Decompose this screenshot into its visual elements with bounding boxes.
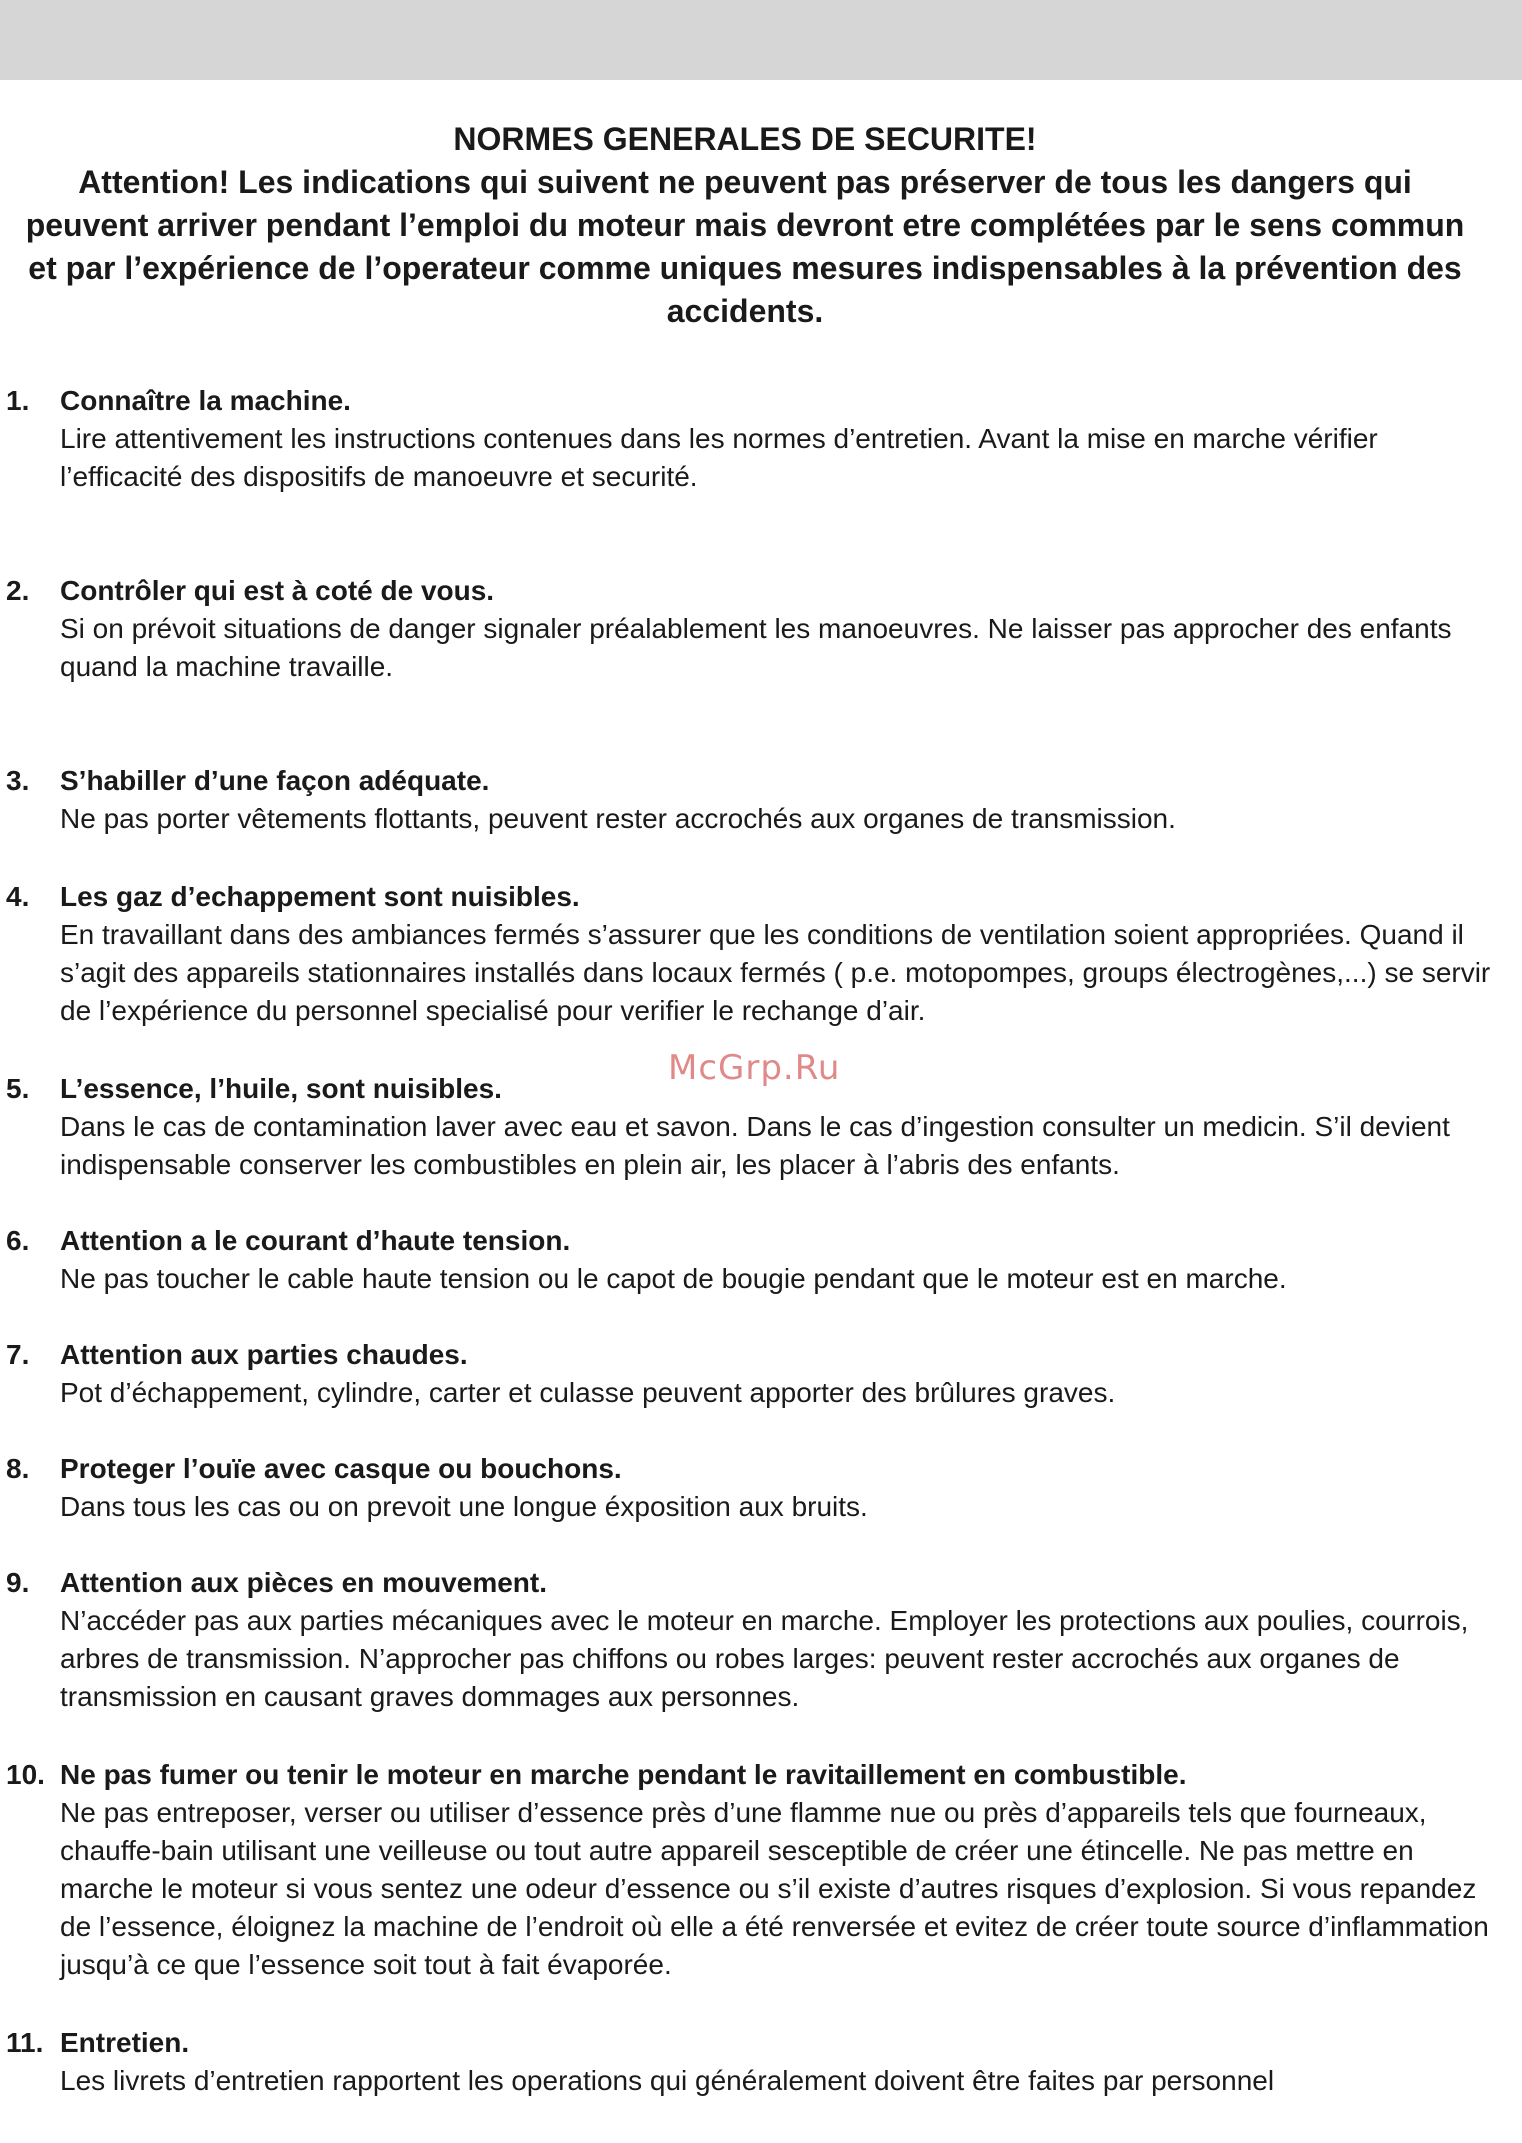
rule-number: 6. — [6, 1225, 30, 1256]
rule-text: Ne pas porter vêtements flottants, peuvent rester accrochés aux organes de transmission. — [60, 803, 1176, 834]
rule-text: Ne pas entreposer, verser ou utiliser d’essence près d’une flamme nue ou près d’appareils tels que fourneaux, chauffe-bain utilisant une veilleuse ou tout autre appareil sesceptible de créer une étincelle. Ne pas mettre en marche le moteur si vous sentez une odeur d’essence ou s’il existe d’autres risques d’explosion. Si vous repandez de l’essence, éloignez la machine de l’endroit où elle a été renversée et evitez de créer toute source d’inflammation jusqu’à ce que l’essence soit tout à fait évaporée. — [60, 1797, 1489, 1980]
rule-number: 4. — [6, 881, 30, 912]
rule-item — [0, 2024, 1500, 2100]
rule-item — [0, 1450, 1500, 1526]
rule-number: 7. — [6, 1339, 30, 1370]
top-gray-band — [0, 0, 1522, 80]
warning-paragraph: Attention! Les indications qui suivent ne peuvent pas préserver de tous les dangers qui peuvent arriver pendant l’emploi du moteur mais devront etre complétées par le sens commun et par l’expérience de l’operateur comme uniques mesures indispensables à la prévention des accidents. — [25, 164, 1465, 329]
rule-title: Ne pas fumer ou tenir le moteur en marche pendant le ravitaillement en combustible. — [60, 1759, 1187, 1790]
rule-number: 5. — [6, 1073, 30, 1104]
rule-text: Si on prévoit situations de danger signaler préalablement les manoeuvres. Ne laisser pas approcher des enfants quand la machine travaille. — [60, 613, 1452, 682]
rule-item — [0, 878, 1500, 1030]
page-title: NORMES GENERALES DE SECURITE! — [453, 121, 1037, 157]
rule-number: 9. — [6, 1567, 30, 1598]
rule-number: 3. — [6, 765, 30, 796]
rule-title: Proteger l’ouïe avec casque ou bouchons. — [60, 1453, 622, 1484]
page-heading — [0, 118, 1490, 333]
rule-text: Pot d’échappement, cylindre, carter et culasse peuvent apporter des brûlures graves. — [60, 1377, 1116, 1408]
rule-text: Dans tous les cas ou on prevoit une longue éxposition aux bruits. — [60, 1491, 868, 1522]
rule-text: En travaillant dans des ambiances fermés s’assurer que les conditions de ventilation soient appropriées. Quand il s’agit des appareils stationnaires installés dans locaux fermés ( p.e. motopompes, groups électrogènes,...) se servir de l’expérience du personnel specialisé pour verifier le rechange d’air. — [60, 919, 1491, 1026]
rule-number: 2. — [6, 575, 30, 606]
rule-title: Contrôler qui est à coté de vous. — [60, 575, 495, 606]
rule-title: Les gaz d’echappement sont nuisibles. — [60, 881, 580, 912]
rule-number: 1. — [6, 385, 30, 416]
rule-text: Dans le cas de contamination laver avec eau et savon. Dans le cas d’ingestion consulter un medicin. S’il devient indispensable conserver les combustibles en plein air, les placer à l’abris des enfants. — [60, 1111, 1450, 1180]
watermark-text: McGrp.Ru — [668, 1048, 841, 1088]
rule-item — [0, 382, 1500, 496]
rule-title: Attention aux parties chaudes. — [60, 1339, 468, 1370]
rule-text: Ne pas toucher le cable haute tension ou le capot de bougie pendant que le moteur est en marche. — [60, 1263, 1287, 1294]
rule-item — [0, 1564, 1500, 1716]
rule-item — [0, 762, 1500, 838]
rule-title: L’essence, l’huile, sont nuisibles. — [60, 1073, 502, 1104]
rule-text: Les livrets d’entretien rapportent les operations qui généralement doivent être faites par personnel — [60, 2065, 1275, 2096]
rule-item — [0, 1336, 1500, 1412]
rule-title: Connaître la machine. — [60, 385, 351, 416]
rule-number: 8. — [6, 1453, 30, 1484]
rule-title: Attention a le courant d’haute tension. — [60, 1225, 571, 1256]
rule-text: N’accéder pas aux parties mécaniques avec le moteur en marche. Employer les protections aux poulies, courrois, arbres de transmission. N’approcher pas chiffons ou robes larges: peuvent rester accrochés aux organes de transmission en causant graves dommages aux personnes. — [60, 1605, 1469, 1712]
rule-item — [0, 1756, 1500, 1984]
rule-number: 11. — [6, 2027, 44, 2058]
rule-title: S’habiller d’une façon adéquate. — [60, 765, 490, 796]
rule-text: Lire attentivement les instructions contenues dans les normes d’entretien. Avant la mise en marche vérifier l’efficacité des dispositifs de manoeuvre et securité. — [60, 423, 1378, 492]
rule-item — [0, 1222, 1500, 1298]
rule-number: 10. — [6, 1759, 45, 1790]
safety-rules-list — [0, 382, 1500, 2100]
rule-title: Attention aux pièces en mouvement. — [60, 1567, 547, 1598]
rule-item — [0, 572, 1500, 686]
rule-title: Entretien. — [60, 2027, 190, 2058]
